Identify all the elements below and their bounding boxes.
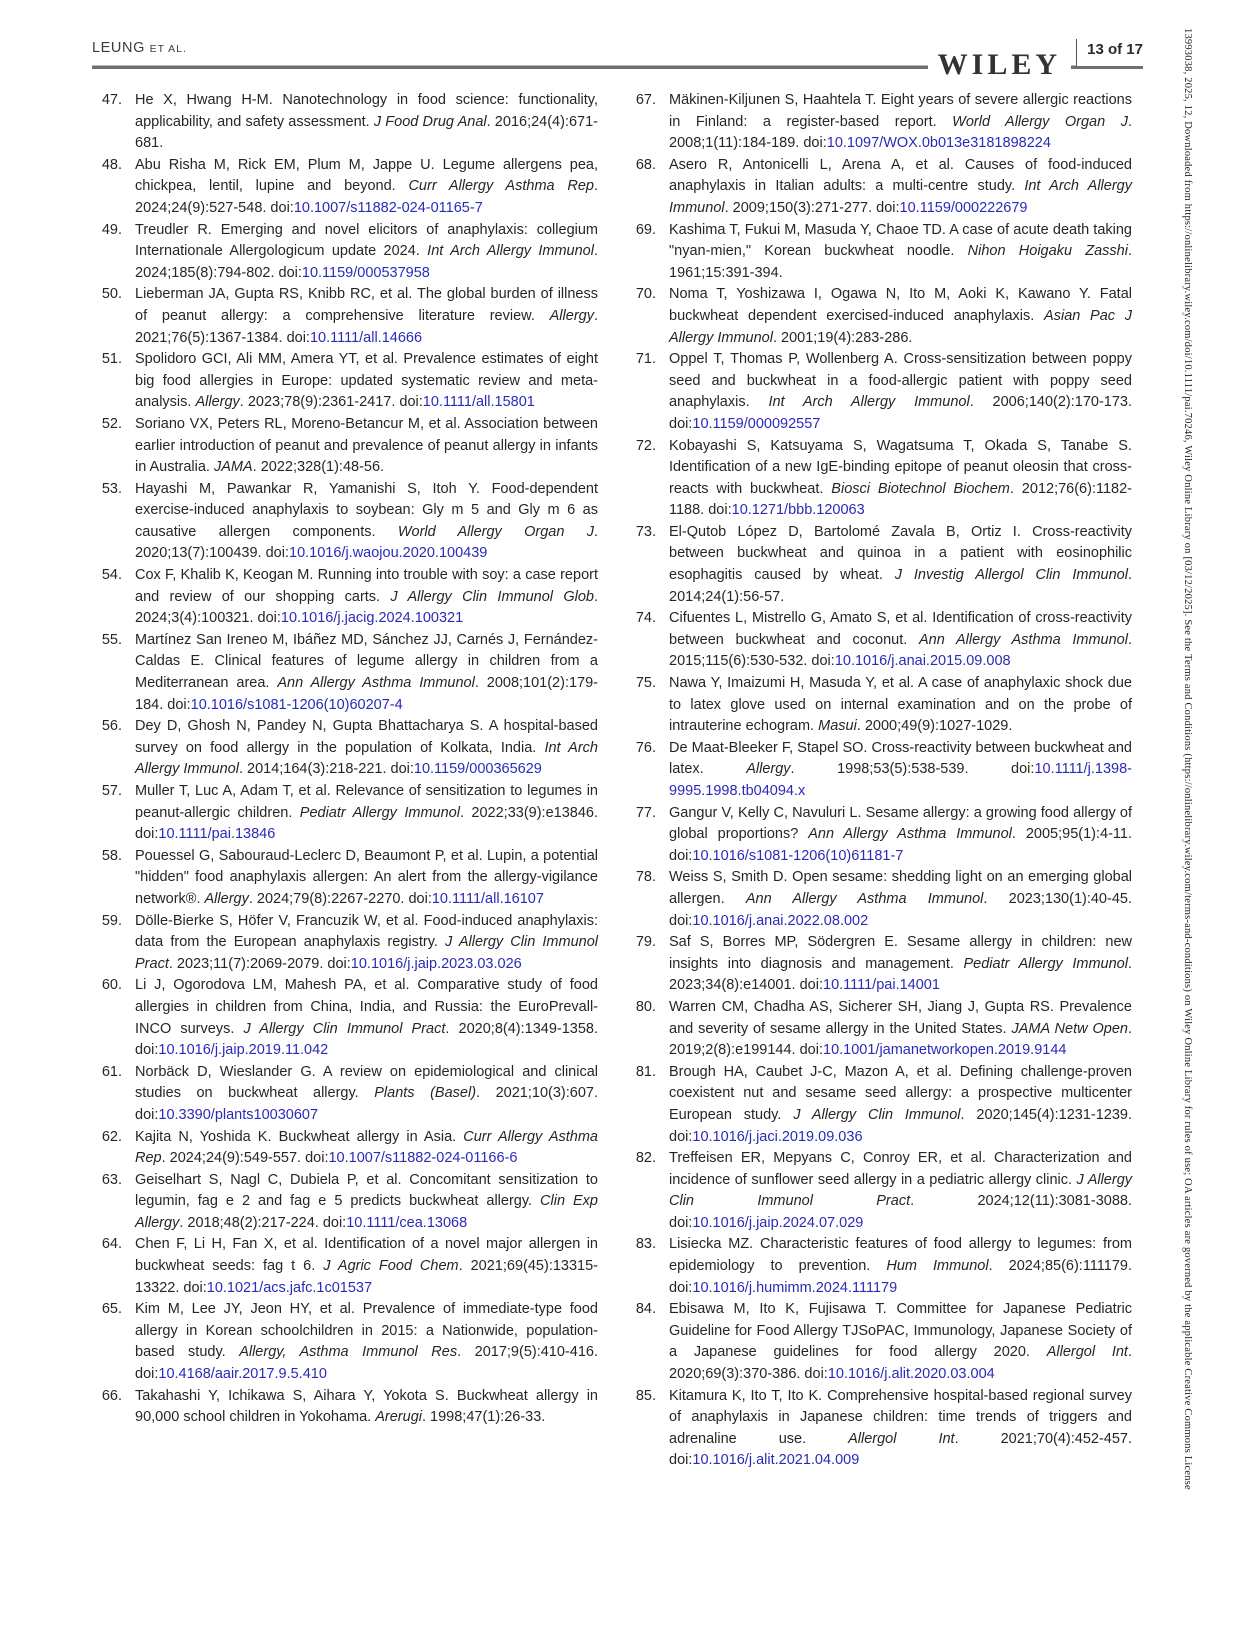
reference-text <box>135 155 598 220</box>
doi-link[interactable]: 10.1016/j.jacig.2024.100321 <box>280 610 464 627</box>
reference-item <box>626 1062 1132 1148</box>
reference-number: 55. <box>101 631 122 648</box>
reference-item <box>92 975 598 1061</box>
reference-item <box>92 846 598 911</box>
doi-link[interactable]: 10.1159/000365629 <box>413 761 542 778</box>
reference-text <box>669 867 1132 932</box>
reference-number: 68. <box>635 156 656 173</box>
reference-fragment: . 2001;19(4):283-286. <box>772 329 913 346</box>
reference-text <box>669 436 1132 522</box>
doi-link[interactable]: 10.1111/all.14666 <box>309 329 423 346</box>
reference-item <box>626 155 1132 220</box>
reference-text <box>669 803 1132 868</box>
doi-link[interactable]: 10.1159/000222679 <box>899 199 1028 216</box>
reference-number: 67. <box>635 92 656 108</box>
reference-number: 73. <box>635 523 656 540</box>
reference-fragment: Hayashi M, Pawankar R, Yamanishi S, Itoh Y. Food-dependent exercise-induced anaphylaxis to soybean: Gly m 5 and Gly m 6 as causative allergen components. <box>135 480 598 540</box>
reference-fragment: Treffeisen ER, Mepyans C, Conroy ER, et al. Characterization and incidence of sunflower seed allergy in a pediatric allergy clinic. <box>669 1150 1132 1188</box>
reference-number: 82. <box>635 1150 656 1167</box>
reference-fragment: Dey D, Ghosh N, Pandey N, Gupta Bhattacharya S. A hospital-based survey on food allergy in the population of Kolkata, India. <box>135 718 598 756</box>
reference-item <box>92 349 598 414</box>
reference-fragment: Kobayashi S, Katsuyama S, Wagatsuma T, Okada S, Tanabe S. Identification of a new IgE-binding epitope of peanut oleosin that cross-reacts with buckwheat. <box>669 437 1132 497</box>
journal-name: Nihon Hoigaku Zasshi <box>967 243 1128 260</box>
doi-link[interactable]: 10.1111/all.16107 <box>431 890 544 907</box>
reference-text <box>135 284 598 349</box>
reference-fragment: Asero R, Antonicelli L, Arena A, et al. Causes of food-induced anaphylaxis in Italian adults: a multi-centre study. <box>669 156 1132 195</box>
reference-number: 59. <box>101 912 122 929</box>
reference-fragment: . 2019;2(8):e199144. doi: <box>669 1020 1132 1059</box>
reference-text <box>669 1386 1132 1472</box>
reference-fragment: Chen F, Li H, Fan X, et al. Identification of a novel major allergen in buckwheat seeds: fag t 6. <box>135 1236 598 1275</box>
journal-name: Int Arch Allergy Immunol <box>135 739 598 778</box>
reference-text <box>135 565 598 630</box>
reference-fragment: . 2012;76(6):1182-1188. doi: <box>669 480 1132 519</box>
reference-fragment: . 2016;24(4):671-681. <box>135 113 598 152</box>
reference-text <box>669 932 1132 997</box>
reference-fragment: . 2000;49(9):1027-1029. <box>856 718 1013 735</box>
reference-fragment: He X, Hwang H-M. Nanotechnology in food science: functionality, applicability, and safety assessment. <box>135 92 598 130</box>
reference-item <box>626 522 1132 608</box>
reference-fragment: . 1998;47(1):26-33. <box>421 1409 546 1426</box>
reference-fragment: Weiss S, Smith D. Open sesame: shedding light on an emerging global allergen. <box>669 869 1132 907</box>
reference-text <box>669 349 1132 435</box>
journal-name: Pediatr Allergy Immunol <box>299 804 460 821</box>
reference-fragment: . 2020;145(4):1231-1239. doi: <box>669 1106 1133 1145</box>
reference-item <box>626 803 1132 868</box>
reference-fragment: Lieberman JA, Gupta RS, Knibb RC, et al. The global burden of illness of peanut allergy: a comprehensive literature review. <box>135 286 598 324</box>
reference-item <box>626 220 1132 285</box>
journal-name: Ann Allergy Asthma Immunol <box>919 631 1128 648</box>
reference-text <box>135 911 598 976</box>
reference-number: 62. <box>101 1128 122 1145</box>
reference-item <box>626 738 1132 803</box>
journal-name: JAMA Netw Open <box>1011 1020 1128 1037</box>
reference-fragment: Spolidoro GCI, Ali MM, Amera YT, et al. Prevalence estimates of eight big food allergies in Europe: updated systematic review and meta-analysis. <box>135 351 598 411</box>
reference-number: 66. <box>101 1387 122 1404</box>
reference-item <box>626 284 1132 349</box>
reference-fragment: . 2005;95(1):4-11. doi: <box>669 826 1132 864</box>
doi-link[interactable]: 10.1007/s11882-024-01165-7 <box>293 199 483 216</box>
reference-number: 75. <box>635 675 656 692</box>
reference-text <box>135 630 598 716</box>
reference-item <box>92 911 598 976</box>
reference-text <box>135 90 598 155</box>
journal-name: J Allergy Clin Immunol Pract <box>669 1171 1133 1210</box>
reference-fragment: Takahashi Y, Ichikawa S, Aihara Y, Yokota S. Buckwheat allergy in 90,000 school children in Yokohama. <box>135 1387 598 1426</box>
reference-item <box>626 1386 1132 1472</box>
reference-fragment: . 2024;12(11):3081-3088. doi: <box>669 1193 1132 1231</box>
reference-number: 78. <box>635 869 656 886</box>
reference-fragment: . 2024;24(9):549-557. doi: <box>161 1150 329 1167</box>
journal-name: World Allergy Organ J <box>952 113 1128 130</box>
journal-name: Curr Allergy Asthma Rep <box>408 178 594 195</box>
journal-name: JAMA <box>214 459 253 476</box>
reference-fragment: . 2024;85(6):111179. doi: <box>669 1258 1133 1296</box>
references-section <box>92 90 1132 1472</box>
reference-text <box>135 1386 598 1429</box>
reference-fragment: Kajita N, Yoshida K. Buckwheat allergy in Asia. <box>135 1128 464 1145</box>
journal-name: Allergol Int <box>848 1430 955 1447</box>
reference-number: 52. <box>101 415 122 432</box>
journal-name: Hum Immunol <box>886 1258 989 1275</box>
reference-item <box>92 716 598 781</box>
reference-fragment: . 1961;15:391-394. <box>669 243 1132 281</box>
reference-fragment: Geiselhart S, Nagl C, Dubiela P, et al. Concomitant sensitization to legumin, fag e 2 and fag e 5 predicts buckwheat allergy. <box>135 1171 598 1210</box>
reference-fragment: Gangur V, Kelly C, Navuluri L. Sesame allergy: a growing food allergy of global proportions? <box>669 804 1132 843</box>
reference-number: 70. <box>635 286 656 303</box>
reference-item <box>626 932 1132 997</box>
doi-link[interactable]: 10.1016/s1081-1206(10)60207-4 <box>190 696 403 713</box>
reference-item <box>92 479 598 565</box>
reference-fragment: Mäkinen-Kiljunen S, Haahtela T. Eight years of severe allergic reactions in Finland: a register-based report. <box>669 92 1132 130</box>
reference-item <box>626 997 1132 1062</box>
reference-number: 60. <box>101 977 122 994</box>
reference-number: 49. <box>101 221 122 238</box>
reference-fragment: . 2008;101(2):179-184. doi: <box>135 675 598 713</box>
reference-fragment: Muller T, Luc A, Adam T, et al. Relevance of sensitization to legumes in peanut-allergic children. <box>135 783 598 821</box>
journal-name: J Allergy Clin Immunol Pract <box>135 934 598 972</box>
doi-link[interactable]: 10.1016/j.alit.2020.03.004 <box>827 1366 995 1383</box>
reference-item <box>92 1170 598 1235</box>
reference-number: 51. <box>101 351 122 368</box>
doi-link[interactable]: 10.1016/s1081-1206(10)61181-7 <box>692 847 904 864</box>
reference-fragment: . 2020;13(7):100439. doi: <box>135 523 598 562</box>
reference-item <box>92 1386 598 1429</box>
reference-text <box>135 220 598 285</box>
reference-text <box>135 479 598 565</box>
reference-fragment: . 2014;24(1):56-57. <box>669 567 1132 605</box>
reference-fragment: El-Qutob López D, Bartolomé Zavala B, Ortiz I. Cross-reactivity between buckwheat and quinoa in a patient with eosinophilic esophagitis caused by wheat. <box>669 523 1132 584</box>
reference-item <box>626 1234 1132 1299</box>
journal-name: Ann Allergy Asthma Immunol <box>745 890 984 907</box>
journal-name: Int Arch Allergy Immunol <box>768 394 970 411</box>
journal-name: Masui <box>818 718 857 735</box>
reference-item <box>92 1062 598 1127</box>
reference-text <box>135 414 598 479</box>
reference-text <box>669 738 1132 803</box>
running-head <box>92 40 187 56</box>
reference-item <box>626 1299 1132 1385</box>
journal-name: Clin Exp Allergy <box>135 1193 598 1231</box>
references-column-right <box>626 90 1132 1472</box>
reference-number: 85. <box>635 1387 656 1404</box>
doi-link[interactable]: 10.3390/plants10030607 <box>158 1106 319 1123</box>
reference-fragment: Kashima T, Fukui M, Masuda Y, Chaoe TD. A case of acute death taking "nyan-mien," Korean buckwheat noodle. <box>669 221 1132 260</box>
reference-number: 64. <box>101 1236 122 1253</box>
reference-fragment: Nawa Y, Imaizumi H, Masuda Y, et al. A case of anaphylaxic shock due to latex glove used on internal examination and on the probe of intrauterine echogram. <box>669 675 1132 735</box>
reference-fragment: . 2021;70(4):452-457. doi: <box>669 1430 1132 1469</box>
reference-fragment: Kitamura K, Ito T, Ito K. Comprehensive hospital-based regional survey of anaphylaxis in Japanese children: time trends of triggers and adrenaline use. <box>669 1387 1132 1447</box>
reference-text <box>669 90 1132 155</box>
journal-name: Allergy <box>746 761 791 778</box>
reference-fragment: Brough HA, Caubet J-C, Mazon A, et al. Defining challenge-proven coexistent nut and sesame seed allergy: a prospective multicenter European study. <box>669 1063 1132 1123</box>
reference-fragment: . 2009;150(3):271-277. doi: <box>724 199 900 216</box>
doi-link[interactable]: 10.1016/j.humimm.2024.111179 <box>692 1279 898 1296</box>
reference-text <box>135 1234 598 1299</box>
reference-text <box>669 608 1132 673</box>
reference-fragment: Kim M, Lee JY, Jeon HY, et al. Prevalence of immediate-type food allergy in Korean schoolchildren in 2015: a Nationwide, population-based study. <box>135 1301 598 1361</box>
reference-number: 61. <box>101 1063 122 1080</box>
reference-item <box>92 565 598 630</box>
reference-fragment: Soriano VX, Peters RL, Moreno-Betancur M, et al. Association between earlier introduction of peanut and prevalence of peanut allergy in infants in Australia. <box>135 415 598 476</box>
reference-fragment: . 2023;78(9):2361-2417. doi: <box>239 394 423 411</box>
doi-link[interactable]: 10.1016/j.jaip.2024.07.029 <box>692 1214 864 1231</box>
reference-number: 57. <box>101 783 122 799</box>
reference-fragment: . 2022;33(9):e13846. doi: <box>135 804 599 843</box>
journal-name: J Allergy Clin Immunol Glob <box>390 588 594 605</box>
page-indicator: 13 of 17 <box>1076 39 1143 66</box>
journal-name: Int Arch Allergy Immunol <box>669 178 1132 216</box>
journal-name: Asian Pac J Allergy Immunol <box>669 307 1132 346</box>
doi-link[interactable]: 10.1016/j.waojou.2020.100439 <box>289 545 488 562</box>
reference-fragment: Norbäck D, Wieslander G. A review on epidemiological and clinical studies on buckwheat allergy. <box>135 1063 598 1102</box>
reference-fragment: . 2021;10(3):607. doi: <box>135 1085 598 1123</box>
reference-text <box>135 716 598 781</box>
doi-link[interactable]: 10.1271/bbb.120063 <box>731 502 865 519</box>
reference-fragment: . 2006;140(2):170-173. doi: <box>669 394 1133 432</box>
reference-number: 83. <box>635 1236 656 1253</box>
journal-name: Ann Allergy Asthma Immunol <box>277 675 475 692</box>
reference-item <box>92 284 598 349</box>
reference-number: 48. <box>101 156 122 173</box>
reference-number: 54. <box>101 567 122 584</box>
reference-number: 80. <box>635 998 656 1015</box>
wiley-logo: WILEY <box>928 50 1071 80</box>
doi-link[interactable]: 10.1016/j.jaip.2019.11.042 <box>158 1042 329 1059</box>
reference-item <box>92 414 598 479</box>
reference-text <box>669 1062 1132 1148</box>
reference-number: 72. <box>635 437 656 454</box>
reference-fragment: . 2023;34(8):e14001. doi: <box>669 955 1132 994</box>
reference-text <box>669 522 1132 608</box>
journal-name: Plants (Basel) <box>374 1085 477 1102</box>
reference-item <box>92 1234 598 1299</box>
reference-fragment: . 2024;24(9):527-548. doi: <box>135 178 598 216</box>
reference-text <box>669 997 1132 1062</box>
reference-item <box>626 90 1132 155</box>
reference-number: 47. <box>101 92 122 108</box>
reference-fragment: De Maat-Bleeker F, Stapel SO. Cross-reactivity between buckwheat and latex. <box>669 739 1132 778</box>
reference-item <box>92 1299 598 1385</box>
reference-fragment: . 2020;69(3):370-386. doi: <box>669 1344 1132 1383</box>
reference-item <box>92 781 598 846</box>
journal-name: Allergy, Asthma Immunol Res <box>239 1344 458 1361</box>
reference-text <box>669 1148 1132 1234</box>
doi-link[interactable]: 10.1097/WOX.0b013e3181898224 <box>826 135 1051 152</box>
reference-item <box>626 1148 1132 1234</box>
journal-name: Allergy <box>549 307 594 324</box>
journal-name: J Agric Food Chem <box>323 1258 459 1275</box>
reference-fragment: . 2023;11(7):2069-2079. doi: <box>168 955 351 972</box>
reference-fragment: . 2023;130(1):40-45. doi: <box>669 890 1132 929</box>
reference-fragment: . 2015;115(6):530-532. doi: <box>669 631 1132 670</box>
doi-link[interactable]: 10.1001/jamanetworkopen.2019.9144 <box>823 1042 1067 1059</box>
reference-number: 74. <box>635 610 656 627</box>
journal-name: Curr Allergy Asthma Rep <box>135 1128 598 1167</box>
reference-fragment: . 2017;9(5):410-416. doi: <box>135 1344 598 1383</box>
journal-name: J Investig Allergol Clin Immunol <box>894 567 1128 584</box>
reference-fragment: Ebisawa M, Ito K, Fujisawa T. Committee for Japanese Pediatric Guideline for Food Allergy TJSoPAC, Immunology, Japanese Society of a Japanese guidelines for food allergy 2020. <box>669 1301 1132 1361</box>
reference-fragment: Li J, Ogorodova LM, Mahesh PA, et al. Comparative study of food allergies in children from China, India, and Russia: the EuroPrevall-INCO surveys. <box>135 977 598 1037</box>
reference-number: 63. <box>101 1171 122 1188</box>
reference-fragment: . 2008;1(11):184-189. doi: <box>669 113 1132 152</box>
reference-item <box>626 673 1132 738</box>
reference-number: 53. <box>101 480 122 497</box>
reference-fragment: . 2022;328(1):48-56. <box>252 459 385 476</box>
reference-fragment: Saf S, Borres MP, Södergren E. Sesame allergy in children: new insights into diagnosis and management. <box>669 934 1132 972</box>
reference-fragment: . 2020;8(4):1349-1358. doi: <box>135 1020 599 1059</box>
reference-number: 76. <box>635 739 656 756</box>
journal-name: J Food Drug Anal <box>373 113 487 130</box>
journal-name: World Allergy Organ J <box>397 523 594 540</box>
reference-item <box>626 867 1132 932</box>
reference-fragment: Cox F, Khalib K, Keogan M. Running into trouble with soy: a case report and review of our shopping carts. <box>135 567 598 605</box>
reference-text <box>669 1234 1132 1299</box>
journal-name: J Allergy Clin Immunol <box>793 1106 961 1123</box>
reference-fragment: Dölle-Bierke S, Höfer V, Francuzik W, et al. Food-induced anaphylaxis: data from the European anaphylaxis registry. <box>135 912 598 951</box>
doi-link[interactable]: 10.1111/cea.13068 <box>346 1214 468 1231</box>
page-header <box>92 0 1143 81</box>
reference-fragment: Martínez San Ireneo M, Ibáñez MD, Sánchez JJ, Carnés J, Fernández-Caldas E. Clinical features of legume allergy in children from a Mediterranean area. <box>135 631 598 692</box>
reference-fragment: Abu Risha M, Rick EM, Plum M, Jappe U. Legume allergens pea, chickpea, lentil, lupine and beyond. <box>135 156 598 195</box>
reference-number: 58. <box>101 847 122 864</box>
reference-text <box>135 1299 598 1385</box>
reference-text <box>669 155 1132 220</box>
reference-text <box>135 781 598 846</box>
reference-number: 79. <box>635 934 656 951</box>
reference-text <box>135 349 598 414</box>
reference-number: 50. <box>101 286 122 303</box>
reference-text <box>135 1127 598 1170</box>
reference-text <box>669 673 1132 738</box>
reference-item <box>92 1127 598 1170</box>
reference-text <box>669 220 1132 285</box>
reference-fragment: . 2024;79(8):2267-2270. doi: <box>248 890 432 907</box>
journal-name: Biosci Biotechnol Biochem <box>831 480 1010 497</box>
reference-fragment: . 2024;3(4):100321. doi: <box>135 588 599 627</box>
doi-link[interactable]: 10.1159/000092557 <box>692 415 821 432</box>
reference-number: 69. <box>635 221 656 238</box>
journal-name: Pediatr Allergy Immunol <box>963 955 1128 972</box>
reference-fragment: . 2018;48(2):217-224. doi: <box>179 1214 347 1231</box>
doi-link[interactable]: 10.1021/acs.jafc.1c01537 <box>206 1279 373 1296</box>
reference-item <box>92 90 598 155</box>
doi-link[interactable]: 10.1016/j.jaci.2019.09.036 <box>692 1128 863 1145</box>
reference-text <box>135 975 598 1061</box>
doi-link[interactable]: 10.4168/aair.2017.9.5.410 <box>158 1366 327 1383</box>
references-column-left <box>92 90 598 1472</box>
reference-number: 56. <box>101 718 122 735</box>
reference-fragment: Lisiecka MZ. Characteristic features of food allergy to legumes: from epidemiology to prevention. <box>669 1236 1132 1275</box>
reference-fragment: Cifuentes L, Mistrello G, Amato S, et al. Identification of cross-reactivity between buckwheat and coconut. <box>669 610 1132 648</box>
reference-text <box>669 1299 1132 1385</box>
reference-fragment: . 2021;76(5):1367-1384. doi: <box>135 307 598 346</box>
reference-fragment: . 2014;164(3):218-221. doi: <box>238 761 414 778</box>
doi-link[interactable]: 10.1016/j.alit.2021.04.009 <box>692 1452 860 1469</box>
doi-link[interactable]: 10.1016/j.anai.2022.08.002 <box>692 912 869 929</box>
journal-name: Int Arch Allergy Immunol <box>427 243 594 260</box>
running-author: LEUNG <box>92 40 145 56</box>
reference-number: 65. <box>101 1301 122 1318</box>
doi-link[interactable]: 10.1159/000537958 <box>301 264 430 281</box>
reference-fragment: Treudler R. Emerging and novel elicitors of anaphylaxis: collegium Internationale Allergologicum update 2024. <box>135 221 598 260</box>
reference-fragment: . 2021;69(45):13315-13322. doi: <box>135 1258 598 1296</box>
reference-item <box>92 155 598 220</box>
journal-name: Allergol Int <box>1046 1344 1128 1361</box>
doi-link[interactable]: 10.1111/pai.14001 <box>823 977 940 994</box>
journal-name: Allergy <box>204 890 249 907</box>
doi-link[interactable]: 10.1111/j.1398-9995.1998.tb04094.x <box>669 761 1132 799</box>
reference-item <box>626 349 1132 435</box>
doi-link[interactable]: 10.1111/all.15801 <box>422 394 535 411</box>
journal-name: Ann Allergy Asthma Immunol <box>808 826 1012 843</box>
reference-fragment: . 2024;185(8):794-802. doi: <box>135 243 599 281</box>
reference-fragment: Oppel T, Thomas P, Wollenberg A. Cross-sensitization between poppy seed and buckwheat in a food-allergic patient with poppy seed anaphylaxis. <box>669 351 1132 411</box>
reference-item <box>626 436 1132 522</box>
reference-item <box>92 630 598 716</box>
reference-fragment: Pouessel G, Sabouraud-Leclerc D, Beaumont P, et al. Lupin, a potential "hidden" food anaphylaxis allergen: An alert from the allergy-vigilance network®. <box>135 847 598 907</box>
reference-text <box>669 284 1132 349</box>
journal-name: J Allergy Clin Immunol Pract <box>243 1020 446 1037</box>
reference-number: 77. <box>635 804 656 821</box>
reference-number: 81. <box>635 1063 656 1080</box>
reference-fragment: Noma T, Yoshizawa I, Ogawa N, Ito M, Aoki K, Kawano Y. Fatal buckwheat dependent exercised-induced anaphylaxis. <box>669 286 1132 324</box>
doi-link[interactable]: 10.1007/s11882-024-01166-6 <box>328 1150 518 1167</box>
reference-fragment: Warren CM, Chadha AS, Sicherer SH, Jiang J, Gupta RS. Prevalence and severity of sesame allergy in the United States. <box>669 998 1132 1037</box>
reference-fragment: . 1998;53(5):538-539. doi: <box>790 761 1035 778</box>
reference-number: 84. <box>635 1301 656 1318</box>
reference-number: 71. <box>635 351 656 368</box>
reference-text <box>135 1170 598 1235</box>
reference-text <box>135 1062 598 1127</box>
doi-link[interactable]: 10.1111/pai.13846 <box>158 826 276 843</box>
journal-name: Arerugi <box>375 1409 422 1426</box>
journal-name: Allergy <box>195 394 240 411</box>
reference-item <box>92 220 598 285</box>
provenance-sidebar: 13993038, 2025, 12, Downloaded from https://onlinelibrary.wiley.com/doi/10.1111/pai.70246, Wiley Online Library on [03/12/2025]. See the Terms and Conditions (https://onlinelibrary.wiley.com/terms-and-conditions) on Wiley Online Library for rules of use; OA articles are governed by the applicable Creative Commons License <box>1182 28 1193 1490</box>
reference-item <box>626 608 1132 673</box>
reference-text <box>135 846 598 911</box>
doi-link[interactable]: 10.1016/j.anai.2015.09.008 <box>834 653 1011 670</box>
running-suffix: ET AL. <box>149 43 187 55</box>
doi-link[interactable]: 10.1016/j.jaip.2023.03.026 <box>350 955 522 972</box>
